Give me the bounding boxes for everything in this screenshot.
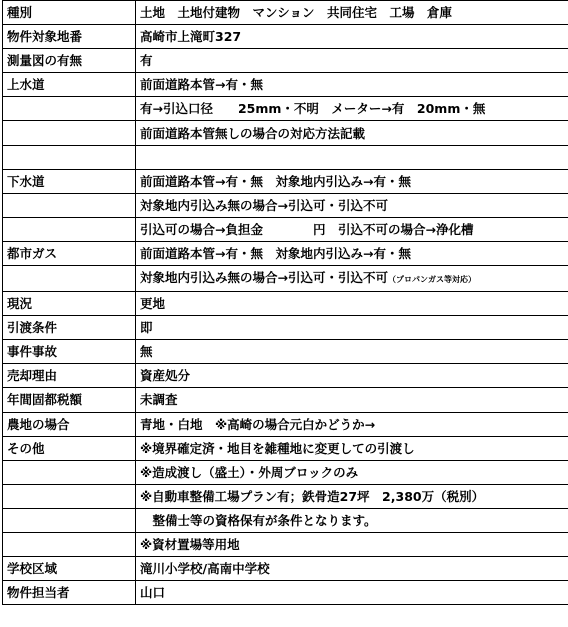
row-label xyxy=(3,145,136,169)
table-row xyxy=(3,241,568,265)
row-value: 前面道路本管→有・無 対象地内引込み→有・無 xyxy=(136,241,568,265)
property-info-sheet xyxy=(2,0,565,605)
row-label xyxy=(3,266,136,292)
table-row xyxy=(3,364,568,388)
row-value xyxy=(136,145,568,169)
table-row xyxy=(3,292,568,316)
table-row xyxy=(3,557,568,581)
row-label: その他 xyxy=(3,436,136,460)
row-label: 引渡条件 xyxy=(3,316,136,340)
row-label: 農地の場合 xyxy=(3,412,136,436)
property-info-table xyxy=(2,0,568,605)
row-label xyxy=(3,193,136,217)
row-value: 前面道路本管→有・無 xyxy=(136,73,568,97)
table-row xyxy=(3,25,568,49)
row-label: 事件事故 xyxy=(3,340,136,364)
row-label xyxy=(3,121,136,145)
row-value-text: 対象地内引込み無の場合→引込可・引込不可 xyxy=(140,270,388,286)
table-row xyxy=(3,340,568,364)
row-value: ※境界確定済・地目を雑種地に変更しての引渡し xyxy=(136,436,568,460)
table-row xyxy=(3,73,568,97)
table-row xyxy=(3,316,568,340)
row-label: 物件対象地番 xyxy=(3,25,136,49)
row-value: 資産処分 xyxy=(136,364,568,388)
row-value: 未調査 xyxy=(136,388,568,412)
row-value: ※自動車整備工場プラン有；鉄骨造27坪 2,380万（税別） xyxy=(136,484,568,508)
row-label xyxy=(3,97,136,121)
table-row xyxy=(3,266,568,292)
row-value xyxy=(136,266,568,292)
row-value: 土地 土地付建物 マンション 共同住宅 工場 倉庫 xyxy=(136,1,568,25)
row-label: 種別 xyxy=(3,1,136,25)
row-value: ※資材置場等用地 xyxy=(136,532,568,556)
row-value: 青地・白地 ※高崎の場合元白かどうか→ xyxy=(136,412,568,436)
table-row xyxy=(3,460,568,484)
row-label: 売却理由 xyxy=(3,364,136,388)
table-row xyxy=(3,121,568,145)
table-row xyxy=(3,97,568,121)
row-label xyxy=(3,460,136,484)
row-value: ※造成渡し（盛土）・外周ブロックのみ xyxy=(136,460,568,484)
row-value: 無 xyxy=(136,340,568,364)
row-label: 現況 xyxy=(3,292,136,316)
table-row xyxy=(3,436,568,460)
row-label: 物件担当者 xyxy=(3,581,136,605)
row-label: 上水道 xyxy=(3,73,136,97)
table-row xyxy=(3,508,568,532)
row-label: 測量図の有無 xyxy=(3,49,136,73)
row-value: 有→引込口径 25mm・不明 メーター→有 20mm・無 xyxy=(136,97,568,121)
row-value: 滝川小学校/高南中学校 xyxy=(136,557,568,581)
row-value: 有 xyxy=(136,49,568,73)
row-label: 学校区域 xyxy=(3,557,136,581)
row-label: 年間固都税額 xyxy=(3,388,136,412)
row-label xyxy=(3,217,136,241)
row-label xyxy=(3,508,136,532)
row-value: 即 xyxy=(136,316,568,340)
row-label: 都市ガス xyxy=(3,241,136,265)
table-row xyxy=(3,169,568,193)
row-value: 前面道路本管→有・無 対象地内引込み→有・無 xyxy=(136,169,568,193)
table-row xyxy=(3,581,568,605)
table-row xyxy=(3,217,568,241)
row-value: 山口 xyxy=(136,581,568,605)
row-value: 高崎市上滝町327 xyxy=(136,25,568,49)
row-value: 前面道路本管無しの場合の対応方法記載 xyxy=(136,121,568,145)
table-row xyxy=(3,193,568,217)
row-value: 整備士等の資格保有が条件となります。 xyxy=(136,508,568,532)
table-row xyxy=(3,412,568,436)
row-label xyxy=(3,484,136,508)
row-value: 引込可の場合→負担金 円 引込不可の場合→浄化槽 xyxy=(136,217,568,241)
row-value: 対象地内引込み無の場合→引込可・引込不可 xyxy=(136,193,568,217)
table-row xyxy=(3,49,568,73)
table-row xyxy=(3,1,568,25)
row-label: 下水道 xyxy=(3,169,136,193)
table-row xyxy=(3,388,568,412)
row-value: 更地 xyxy=(136,292,568,316)
row-label xyxy=(3,532,136,556)
propane-note: （プロパンガス等対応） xyxy=(387,275,476,285)
table-row xyxy=(3,484,568,508)
table-row xyxy=(3,532,568,556)
table-row xyxy=(3,145,568,169)
